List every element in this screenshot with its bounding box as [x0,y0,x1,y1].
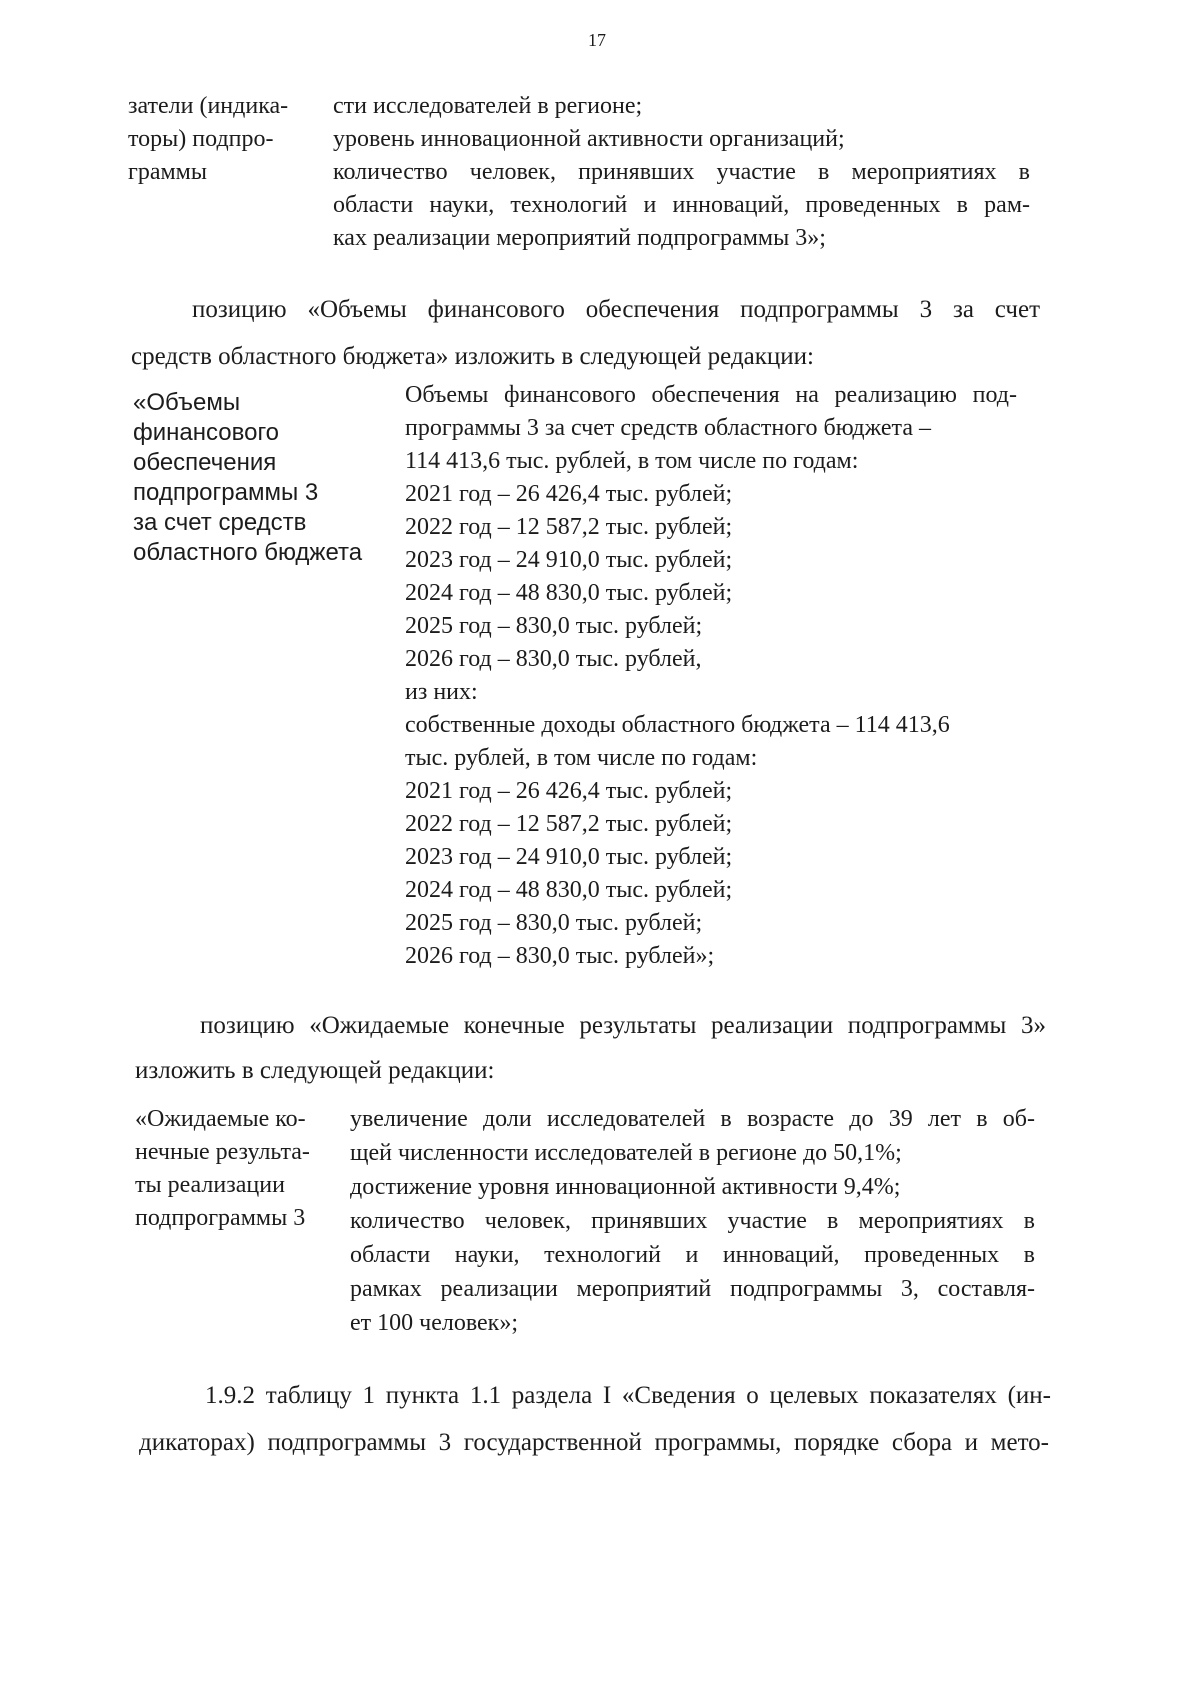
block2-label-line: «Объемы [133,389,241,416]
block2-value-line: 2026 год – 830,0 тыс. рублей»; [405,943,715,969]
block1-value-line: количество человек, принявших участие в мероприятиях в [333,159,1030,185]
block1-label-line: граммы [128,159,207,185]
block2-label [133,391,362,571]
block3-label-line: ты реализации [135,1172,285,1198]
block2-value-line: 2023 год – 24 910,0 тыс. рублей; [405,547,733,573]
block3-value-line: достижение уровня инновационной активности 9,4%; [350,1174,901,1200]
block3-label-line: «Ожидаемые ко- [135,1106,306,1132]
paragraph-2-line-1: позицию «Ожидаемые конечные результаты реализации подпрограммы 3» [200,1012,1046,1039]
block3-label-line: подпрограммы 3 [135,1205,306,1231]
block1-value-line: сти исследователей в регионе; [333,93,643,119]
paragraph-3-line-1: 1.9.2 таблицу 1 пункта 1.1 раздела I «Сведения о целевых показателях (ин- [205,1382,1051,1409]
block2-value-line: 2026 год – 830,0 тыс. рублей, [405,646,702,672]
block2-label-line: финансового [133,419,280,446]
block2-label-line: обеспечения [133,449,277,476]
block2-value-line: 2021 год – 26 426,4 тыс. рублей; [405,481,733,507]
block2-value-line: 2024 год – 48 830,0 тыс. рублей; [405,580,733,606]
paragraph-1-line-2: средств областного бюджета» изложить в следующей редакции: [131,343,814,370]
block2-label-line: областного бюджета [133,539,363,566]
block1-label [128,94,288,193]
block3-label [135,1107,310,1239]
block3-value-line: рамках реализации мероприятий подпрограммы 3, составля- [350,1276,1035,1302]
block1-label-line: торы) подпро- [128,126,274,152]
paragraph-2-line-2: изложить в следующей редакции: [135,1057,495,1084]
block3-label-line: нечные результа- [135,1139,310,1165]
block2-value-line: тыс. рублей, в том числе по годам: [405,745,758,771]
block2-value-line: 114 413,6 тыс. рублей, в том числе по годам: [405,448,859,474]
block3-value-line: ет 100 человек»; [350,1310,519,1336]
block2-value-line: собственные доходы областного бюджета – 114 413,6 [405,712,950,738]
block2-value-line: 2024 год – 48 830,0 тыс. рублей; [405,877,733,903]
block1-value-line: ках реализации мероприятий подпрограммы 3»; [333,225,826,251]
paragraph-1-line-1: позицию «Объемы финансового обеспечения подпрограммы 3 за счет [192,296,1040,323]
block2-value-line: 2023 год – 24 910,0 тыс. рублей; [405,844,733,870]
block2-value-line: 2022 год – 12 587,2 тыс. рублей; [405,811,733,837]
block2-value-line: программы 3 за счет средств областного бюджета – [405,415,931,441]
block2-value [405,383,1017,977]
block2-value-line: 2021 год – 26 426,4 тыс. рублей; [405,778,733,804]
block3-value-line: количество человек, принявших участие в мероприятиях в [350,1208,1035,1234]
block1-value-line: уровень инновационной активности организаций; [333,126,845,152]
paragraph-3-line-2: дикаторах) подпрограммы 3 государственной программы, порядке сбора и мето- [139,1429,1049,1456]
block2-value-line: из них: [405,679,478,705]
block3-value [350,1107,1035,1345]
block1-label-line: затели (индика- [128,93,289,119]
block1-value [333,94,1030,259]
block2-value-line: 2025 год – 830,0 тыс. рублей; [405,910,703,936]
block1-value-line: области науки, технологий и инноваций, проведенных в рам- [333,192,1030,218]
block3-value-line: увеличение доли исследователей в возрасте до 39 лет в об- [350,1106,1035,1132]
block3-value-line: щей численности исследователей в регионе до 50,1%; [350,1140,902,1166]
block3-value-line: области науки, технологий и инноваций, проведенных в [350,1242,1035,1268]
block2-value-line: 2025 год – 830,0 тыс. рублей; [405,613,703,639]
page-number: 17 [588,30,606,50]
block2-label-line: за счет средств [133,509,307,536]
block2-value-line: Объемы финансового обеспечения на реализацию под- [405,382,1017,408]
block2-value-line: 2022 год – 12 587,2 тыс. рублей; [405,514,733,540]
block2-label-line: подпрограммы 3 [133,479,319,506]
